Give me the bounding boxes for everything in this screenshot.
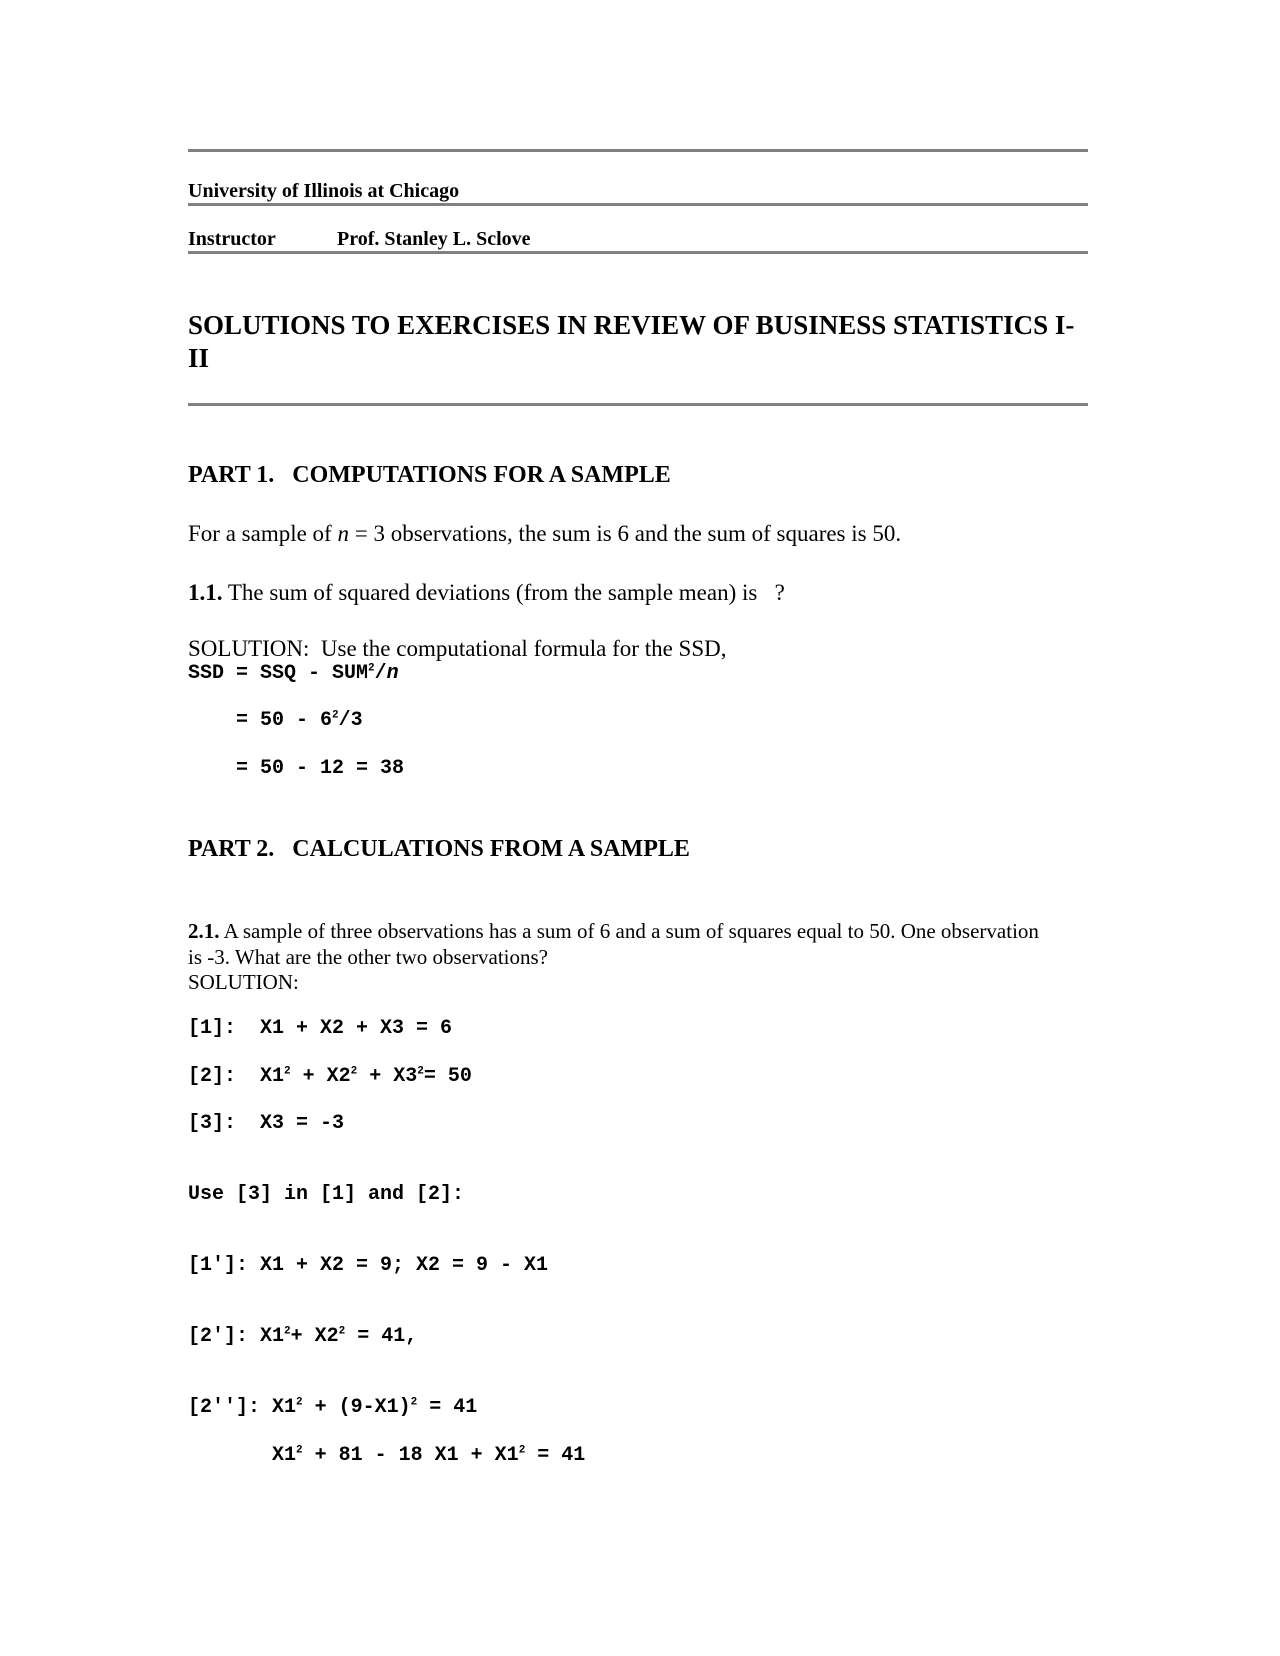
superscript: 2 bbox=[296, 1396, 303, 1409]
intro-variable: n bbox=[337, 521, 349, 546]
intro-text: For a sample of bbox=[188, 521, 338, 546]
question-number: 2.1. bbox=[188, 919, 220, 943]
intro-text-rest: = 3 observations, the sum is 6 and the sum of squares is 50. bbox=[348, 521, 902, 546]
superscript: 2 bbox=[350, 1065, 358, 1078]
superscript: 2 bbox=[410, 1396, 418, 1409]
header-rule-2 bbox=[188, 251, 1088, 254]
ssd-equation-3: = 50 - 12 = 38 bbox=[188, 757, 405, 780]
eq-part: = 41, bbox=[345, 1325, 418, 1348]
eq-part: = 50 bbox=[423, 1065, 472, 1088]
superscript: 2 bbox=[518, 1444, 526, 1457]
eq-part: + (9-X1) bbox=[302, 1396, 411, 1419]
eq-part: + 81 - 18 X1 + X1 bbox=[302, 1444, 519, 1467]
eq-part: [2']: X1 bbox=[188, 1325, 285, 1348]
eq-variable: n bbox=[386, 662, 399, 685]
eq-part: = 41 bbox=[525, 1444, 586, 1467]
page-title: SOLUTIONS TO EXERCISES IN REVIEW OF BUSINESS STATISTICS I-II bbox=[188, 310, 1075, 373]
equation-2 bbox=[188, 1065, 472, 1088]
superscript: 2 bbox=[284, 1065, 291, 1078]
question-number: 1.1. bbox=[188, 580, 223, 605]
superscript: 2 bbox=[332, 709, 339, 722]
question-text: A sample of three observations has a sum of 6 and a sum of squares equal to 50. One observation is -3. What are the other two observations? bbox=[188, 919, 1039, 969]
equation-2-double-prime bbox=[188, 1396, 477, 1419]
part2-heading: PART 2. CALCULATIONS FROM A SAMPLE bbox=[188, 836, 690, 862]
superscript: 2 bbox=[284, 1325, 291, 1338]
question-1-1 bbox=[188, 580, 785, 606]
equation-1: [1]: X1 + X2 + X3 = 6 bbox=[188, 1017, 453, 1040]
superscript: 2 bbox=[296, 1444, 303, 1457]
instructor-name: Prof. Stanley L. Sclove bbox=[337, 228, 531, 250]
university-name: University of Illinois at Chicago bbox=[188, 180, 460, 202]
eq-part: [2'']: X1 bbox=[188, 1396, 297, 1419]
superscript: 2 bbox=[417, 1065, 424, 1078]
eq-part: = 41 bbox=[417, 1396, 478, 1419]
title-rule bbox=[188, 403, 1088, 406]
use-substitution-line: Use [3] in [1] and [2]: bbox=[188, 1183, 465, 1206]
eq-part: + X3 bbox=[357, 1065, 418, 1088]
eq-part: + X2 bbox=[290, 1325, 339, 1348]
equation-1-prime: [1']: X1 + X2 = 9; X2 = 9 - X1 bbox=[188, 1254, 549, 1277]
eq-part: = 50 - 6 bbox=[188, 709, 333, 732]
superscript: 2 bbox=[338, 1325, 346, 1338]
eq-part: SSD = SSQ - SUM bbox=[188, 662, 369, 685]
instructor-label: Instructor bbox=[188, 228, 276, 250]
equation-3: [3]: X3 = -3 bbox=[188, 1112, 345, 1135]
eq-part: /3 bbox=[338, 709, 363, 732]
eq-part: / bbox=[374, 662, 387, 685]
eq-part: + X2 bbox=[290, 1065, 351, 1088]
equation-2-prime bbox=[188, 1325, 417, 1348]
part1-heading: PART 1. COMPUTATIONS FOR A SAMPLE bbox=[188, 462, 671, 488]
equation-expanded bbox=[188, 1444, 585, 1467]
question-2-1 bbox=[188, 918, 1048, 970]
header-rule-1 bbox=[188, 203, 1088, 206]
eq-part: X1 bbox=[188, 1444, 297, 1467]
part1-intro bbox=[188, 521, 901, 547]
solution-2-1-label: SOLUTION: bbox=[188, 970, 299, 994]
top-rule bbox=[188, 149, 1088, 152]
superscript: 2 bbox=[368, 662, 375, 675]
ssd-equation-2 bbox=[188, 709, 363, 732]
question-text: The sum of squared deviations (from the sample mean) is ? bbox=[222, 580, 785, 605]
eq-part: [2]: X1 bbox=[188, 1065, 285, 1088]
ssd-equation-1 bbox=[188, 662, 399, 685]
solution-1-1-text: SOLUTION: Use the computational formula for the SSD, bbox=[188, 636, 727, 661]
